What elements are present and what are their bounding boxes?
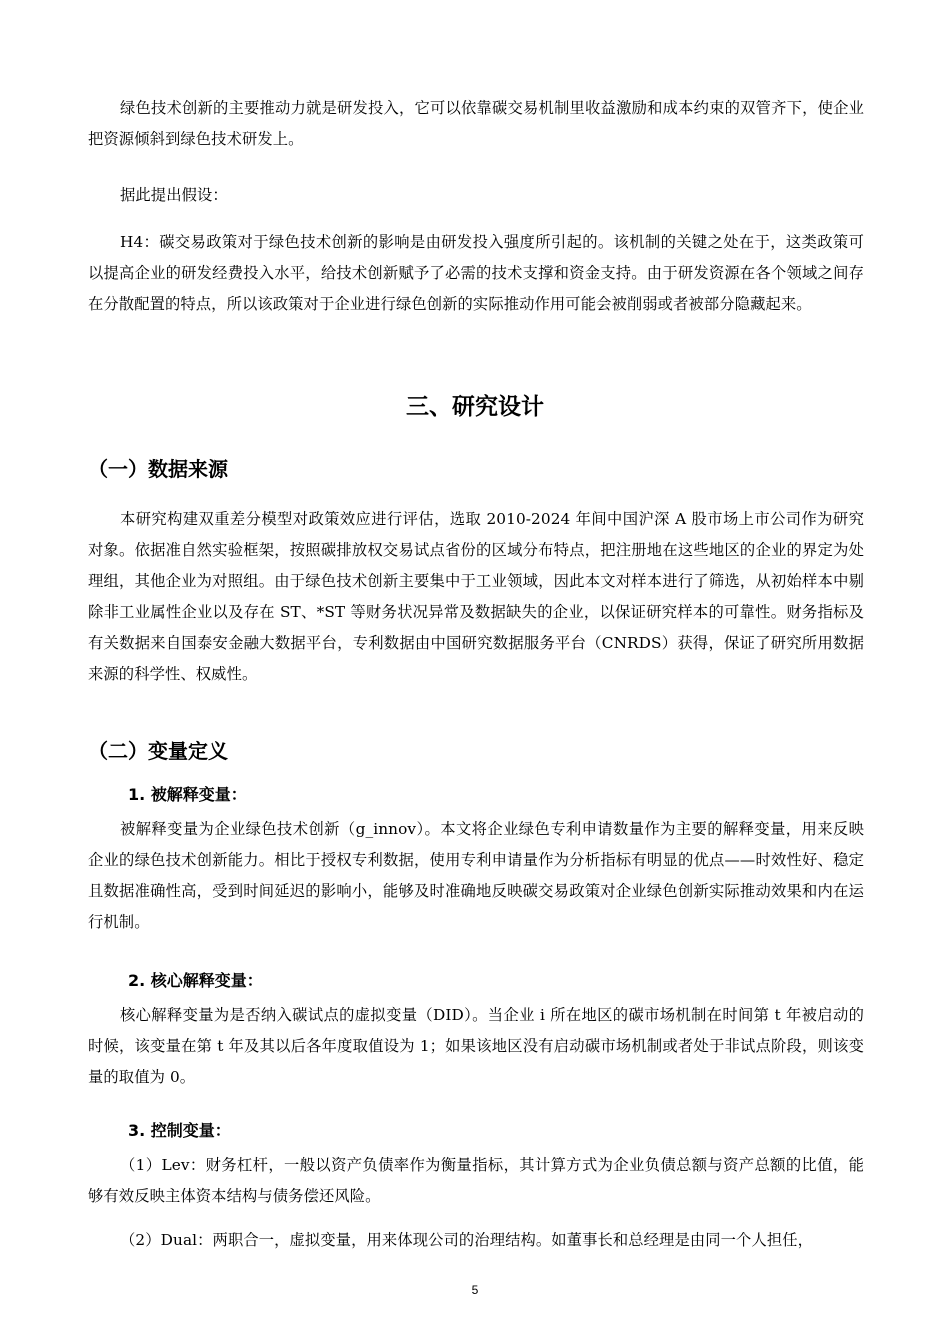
section-heading-data-source: （一）数据来源 (88, 457, 228, 481)
subsection-heading-dependent-variable: 1. 被解释变量： (128, 785, 247, 804)
paragraph-data-source: 本研究构建双重差分模型对政策效应进行评估，选取 2010-2024 年间中国沪深 A 股市场上市公司作为研究对象。依据准自然实验框架，按照碳排放权交易试点省份的区域分布特点，把注册地在这些地区的企业的界定为处理组，其他企业为对照组。由于绿色技术创新主要集中于工业领域，因此本文对样本进行了筛选，从初始样本中剔除非工业属性企业以及存在 ST、*ST 等财务状况异常及数据缺失的企业，以保证研究样本的可靠性。财务指标及有关数据来自国泰安金融大数据平台，专利数据由中国研究数据服务平台（CNRDS）获得，保证了研究所用数据来源的科学性、权威性。 (88, 510, 864, 683)
paragraph-control-lev: （1）Lev：财务杠杆，一般以资产负债率作为衡量指标，其计算方式为企业负债总额与资产总额的比值，能够有效反映主体资本结构与债务偿还风险。 (88, 1156, 864, 1205)
paragraph-control-dual: （2）Dual：两职合一，虚拟变量，用来体现公司的治理结构。如董事长和总经理是由同一个人担任， (120, 1231, 814, 1249)
paragraph-dependent-variable: 被解释变量为企业绿色技术创新（g_innov）。本文将企业绿色专利申请数量作为主要的解释变量，用来反映企业的绿色技术创新能力。相比于授权专利数据，使用专利申请量作为分析指标有明显的优点——时效性好、稳定且数据准确性高，受到时间延迟的影响小，能够及时准确地反映碳交易政策对企业绿色创新实际推动效果和内在运行机制。 (88, 820, 864, 931)
paragraph-hypothesis-intro: 据此提出假设： (120, 186, 228, 204)
chapter-heading: 三、研究设计 (406, 394, 544, 420)
page-number: 5 (471, 1283, 479, 1297)
subsection-heading-control-variables: 3. 控制变量： (128, 1121, 231, 1140)
paragraph-hypothesis-h4: H4：碳交易政策对于绿色技术创新的影响是由研发投入强度所引起的。该机制的关键之处在于，这类政策可以提高企业的研发经费投入水平，给技术创新赋予了必需的技术支撑和资金支持。由于研发资源在各个领域之间存在分散配置的特点，所以该政策对于企业进行绿色创新的实际推动作用可能会被削弱或者被部分隐藏起来。 (88, 233, 864, 313)
section-heading-variable-definition: （二）变量定义 (88, 739, 228, 763)
subsection-heading-core-variable: 2. 核心解释变量： (128, 971, 263, 990)
paragraph-core-variable: 核心解释变量为是否纳入碳试点的虚拟变量（DID）。当企业 i 所在地区的碳市场机制在时间第 t 年被启动的时候，该变量在第 t 年及其以后各年度取值设为 1；如果该地区没有启动碳市场机制或者处于非试点阶段，则该变量的取值为 0。 (88, 1006, 864, 1086)
paragraph-rd-investment: 绿色技术创新的主要推动力就是研发投入，它可以依靠碳交易机制里收益激励和成本约束的双管齐下，使企业把资源倾斜到绿色技术研发上。 (88, 99, 864, 148)
